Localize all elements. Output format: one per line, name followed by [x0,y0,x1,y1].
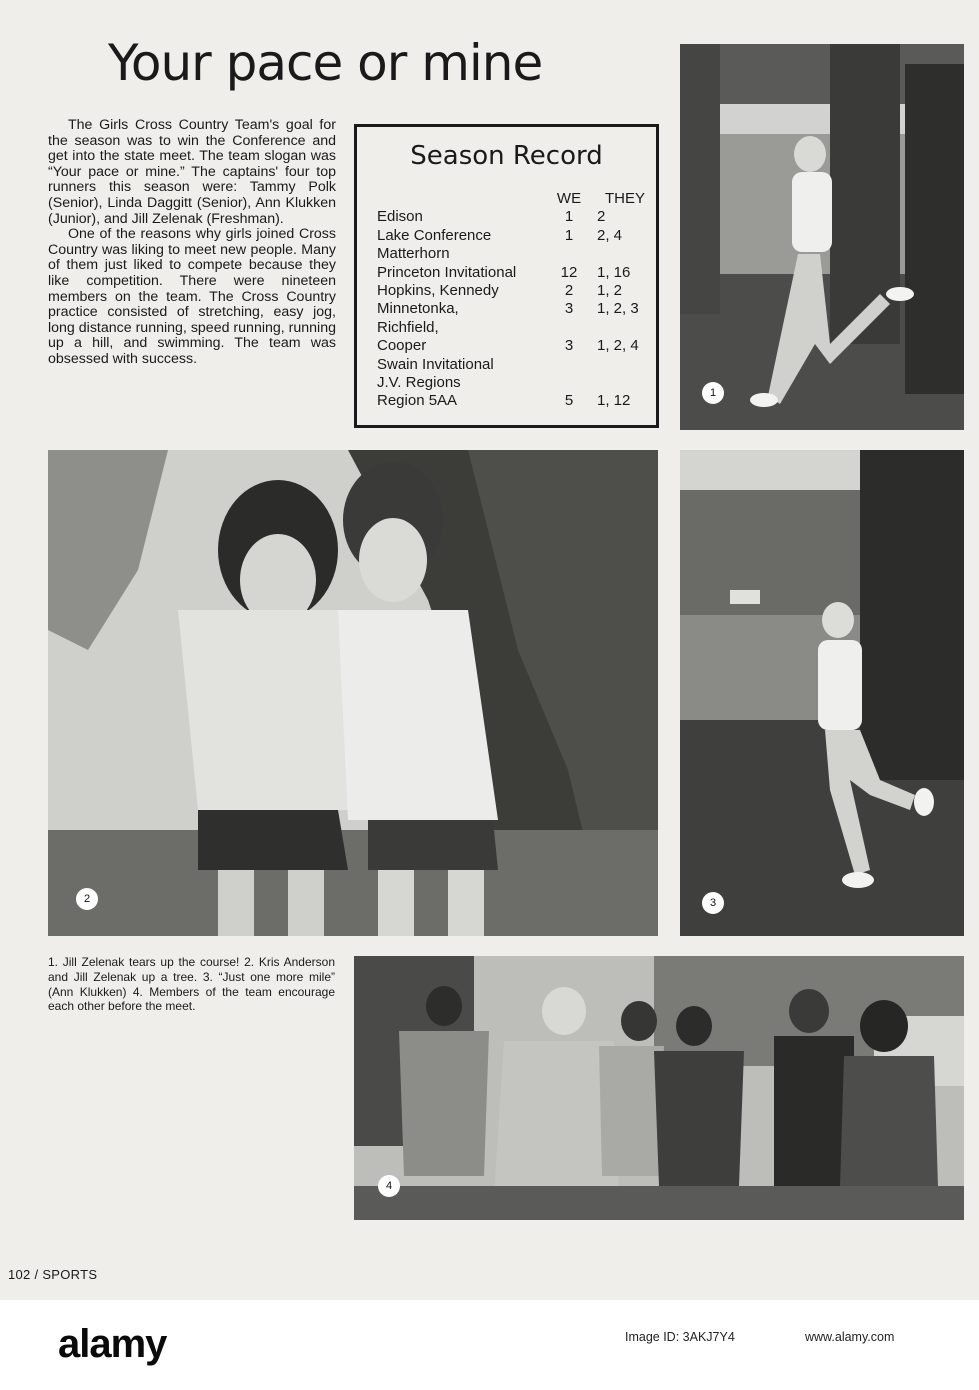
we-place [545,356,593,374]
they-place: 1, 2 [597,282,623,300]
photo-number-badge: 1 [702,382,724,404]
we-place [545,245,593,263]
event-name: Minnetonka, [377,300,459,318]
photo-caption: 1. Jill Zelenak tears up the course! 2. Kris Anderson and Jill Zelenak up a tree. 3. “Just one more mile” (Ann Klukken) 4. Members of the team encourage each other before the meet. [48,955,335,1014]
photo-number-badge: 4 [378,1175,400,1197]
they-place: 1, 12 [597,392,631,410]
photo-number-badge: 3 [702,892,724,914]
col-we-header: WE [556,190,582,207]
photo-number-badge: 2 [76,888,98,910]
event-name: Hopkins, Kennedy [377,282,499,300]
col-they-header: THEY [605,190,646,207]
we-place: 3 [564,337,574,355]
we-place: 5 [564,392,574,410]
intro-paragraph: One of the reasons why girls joined Cross Country was liking to meet new people. Many of them just liked to compete because they like competition. There were nineteen members on the team. The Cross Country practice consisted of stretching, easy jog, long distance running, speed running, running up a hill, and swimming. The team was obsessed with success. [48,226,336,367]
intro-paragraph: The Girls Cross Country Team's goal for the season was to win the Conference and get into the state meet. The team slogan was “Your pace or mine.” The captains' four top runners this season were: Tammy Polk (Senior), Linda Daggitt (Senior), Ann Klukken (Junior), and Jill Zelenak (Freshman). [48,117,336,227]
we-place: 1 [564,226,574,244]
they-place: 1, 2, 4 [597,337,639,355]
we-place: 1 [564,208,574,226]
event-name: Matterhorn [377,245,450,263]
they-place: 1, 16 [597,263,631,281]
event-name: Lake Conference [377,226,492,244]
photo-team-group [354,956,964,1220]
we-place: 2 [564,282,574,300]
photo-runner-3 [680,450,964,936]
table-row [377,245,645,263]
we-place [545,319,593,337]
table-header-row [377,190,645,208]
season-record-box [354,124,659,428]
table-row [377,227,645,245]
they-place [593,374,645,392]
page-title: Your pace or mine [108,34,543,92]
intro-text [48,118,336,368]
they-place: 2 [597,208,606,226]
event-name: Region 5AA [377,392,458,410]
we-place [545,374,593,392]
event-name: Princeton Invitational [377,263,517,281]
image-id: Image ID: 3AKJ7Y4 [625,1330,735,1344]
source-url: www.alamy.com [805,1330,895,1344]
event-name: Edison [377,208,423,226]
table-row [377,356,645,374]
photo-runner-1 [680,44,964,430]
they-place [593,319,645,337]
they-place [593,356,645,374]
they-place: 1, 2, 3 [597,300,639,318]
we-place: 12 [560,263,578,281]
table-row [377,282,645,300]
page-folio: 102 / SPORTS [8,1267,98,1282]
table-row [377,392,645,410]
they-place [593,245,645,263]
table-row [377,319,645,337]
stock-footer [0,1300,979,1390]
season-record-title: Season Record [410,141,603,171]
table-row [377,374,645,392]
event-name: Cooper [377,337,427,355]
table-row [377,264,645,282]
they-place: 2, 4 [597,226,623,244]
table-row [377,337,645,355]
photo-girls-tree [48,450,658,936]
table-row [377,208,645,226]
alamy-logo: alamy [58,1322,167,1366]
we-place: 3 [564,300,574,318]
event-name: J.V. Regions [377,374,461,392]
season-record-table [377,190,645,411]
table-row [377,300,645,318]
event-name: Richfield, [377,318,439,336]
event-name: Swain Invitational [377,355,494,373]
